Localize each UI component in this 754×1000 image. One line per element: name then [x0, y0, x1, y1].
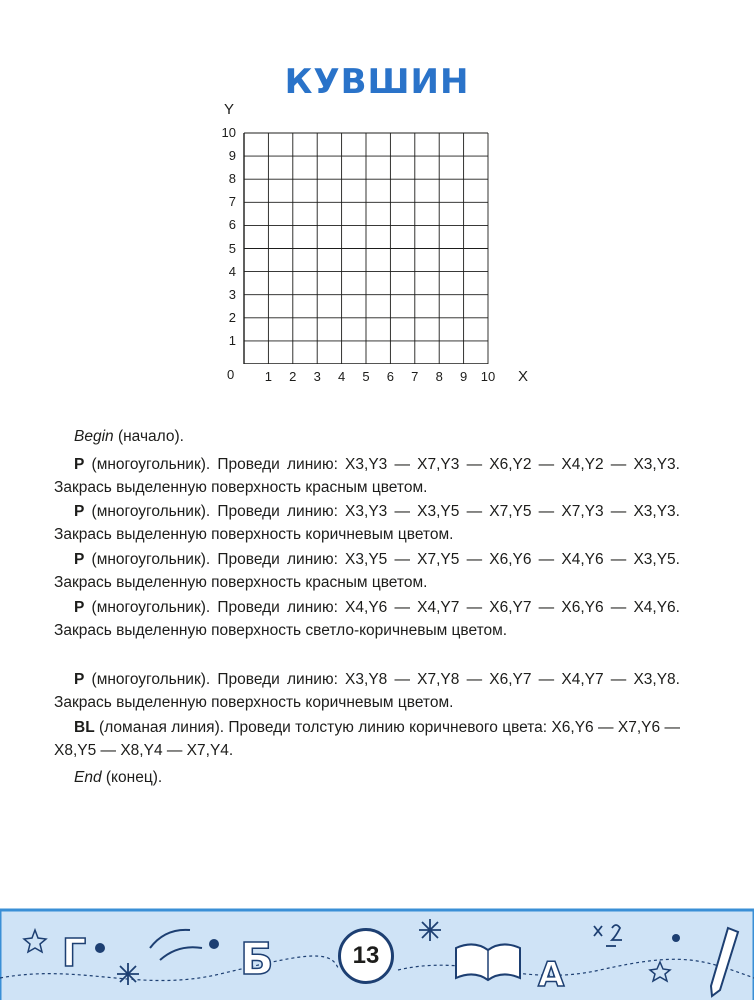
snowflake-icon	[117, 963, 139, 985]
begin-keyword: Begin	[74, 428, 114, 445]
begin-line	[74, 425, 680, 448]
y-tick-label: 6	[228, 217, 236, 233]
y-tick-label: 8	[228, 171, 236, 187]
x-axis-label: X	[518, 368, 529, 385]
step-1	[54, 453, 680, 499]
end-keyword: End	[74, 769, 102, 786]
y-axis-label: Y	[224, 101, 235, 118]
x-tick-label: 2	[289, 369, 297, 384]
step-cmd: P	[74, 671, 85, 688]
end-text: (конец).	[101, 769, 163, 786]
end-line	[54, 766, 680, 789]
x-tick-label: 9	[459, 369, 468, 384]
step-2	[54, 500, 680, 546]
step-5	[54, 668, 680, 714]
begin-text: (начало).	[113, 428, 184, 445]
y-tick-label: 2	[228, 309, 236, 325]
x-tick-label: 10	[480, 369, 496, 384]
x-tick-label: 5	[362, 369, 370, 384]
page-title: КУВШИН	[284, 62, 470, 102]
y-tick-label: 5	[228, 240, 236, 256]
x-tick-label: 6	[386, 369, 394, 384]
step-text: (ломаная линия). Проведи толстую линию коричневого цвета: X6,Y6 — X7,Y6 — X8,Y5 — X8,Y4 — X7,Y4.	[54, 719, 680, 759]
step-6	[54, 716, 680, 762]
step-text: (многоугольник). Проведи линию: X3,Y8 — X7,Y8 — X6,Y7 — X4,Y7 — X3,Y8. Закрась выделенную поверхность коричневым цветом.	[54, 671, 680, 711]
y-tick-label: 3	[228, 286, 236, 302]
step-cmd: P	[74, 503, 85, 520]
letter-g: Г	[62, 931, 87, 975]
page-number: 13	[338, 928, 394, 984]
x-tick-label: 3	[313, 369, 321, 384]
step-4	[54, 596, 680, 642]
step-cmd: P	[74, 456, 85, 473]
letter-a: А	[538, 955, 565, 995]
step-text: (многоугольник). Проведи линию: X3,Y3 — X7,Y3 — X6,Y2 — X4,Y2 — X3,Y3. Закрась выделенную поверхность красным цветом.	[54, 456, 680, 496]
step-cmd: BL	[74, 719, 95, 736]
coordinate-grid	[243, 132, 489, 364]
dot-icon	[209, 939, 219, 949]
y-tick-label: 4	[228, 263, 236, 279]
origin-label: 0	[227, 367, 235, 382]
step-cmd: P	[74, 551, 85, 568]
y-tick-label: 1	[228, 332, 236, 348]
step-cmd: P	[74, 599, 85, 616]
x-tick-label: 1	[264, 369, 272, 384]
step-text: (многоугольник). Проведи линию: X3,Y5 — X7,Y5 — X6,Y6 — X4,Y6 — X3,Y5. Закрась выделенную поверхность красным цветом.	[54, 551, 680, 591]
y-tick-label: 7	[228, 194, 236, 210]
open-book-icon	[456, 944, 520, 980]
x-tick-label: 8	[435, 369, 443, 384]
instructions	[54, 425, 680, 448]
y-tick-label: 9	[228, 148, 236, 164]
x-tick-label: 4	[337, 369, 346, 384]
letter-b: Б	[240, 934, 274, 985]
step-text: (многоугольник). Проведи линию: X4,Y6 — X4,Y7 — X6,Y7 — X6,Y6 — X4,Y6. Закрась выделенную поверхность светло-коричневым цветом.	[54, 599, 680, 639]
dot-icon	[672, 934, 680, 942]
step-3	[54, 548, 680, 594]
snowflake-icon	[419, 919, 441, 941]
step-text: (многоугольник). Проведи линию: X3,Y3 — X3,Y5 — X7,Y5 — X7,Y3 — X3,Y3. Закрась выделенную поверхность коричневым цветом.	[54, 503, 680, 543]
x-tick-label: 7	[411, 369, 419, 384]
y-tick-label: 10	[221, 125, 236, 140]
dot-icon	[95, 943, 105, 953]
